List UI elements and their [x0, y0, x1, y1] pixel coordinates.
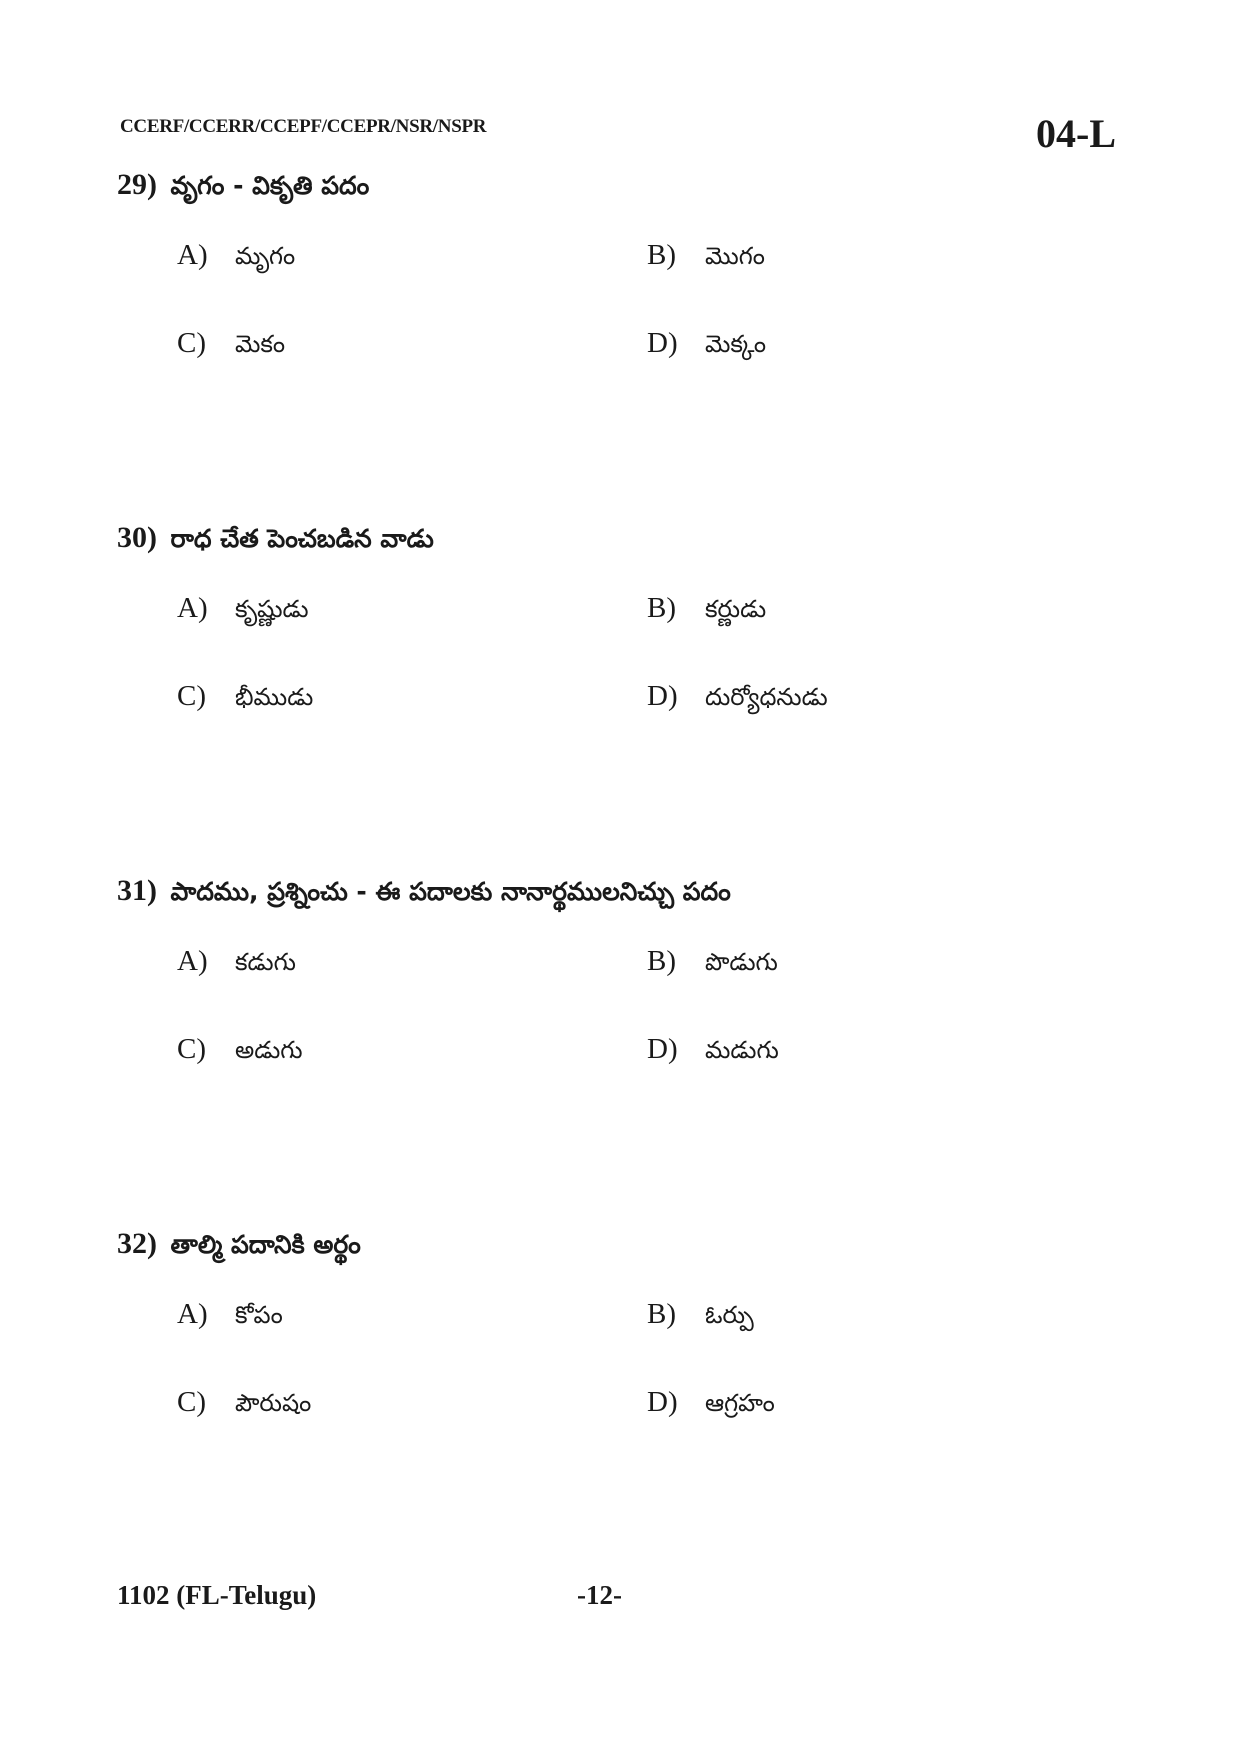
option-text: మెక్కం — [705, 330, 767, 358]
option-a — [177, 235, 295, 276]
option-text: కర్ణుడు — [705, 595, 767, 623]
question-text: పాదము, ప్రశ్నించు - ఈ పదాలకు నానార్థములనిచ్చు పదం — [170, 877, 731, 906]
option-b — [647, 941, 778, 982]
option-letter: C) — [177, 1033, 206, 1065]
option-text: కోపం — [235, 1301, 283, 1329]
option-letter: A) — [177, 592, 208, 624]
option-c — [177, 1029, 303, 1070]
option-text: దుర్యోధనుడు — [705, 683, 828, 711]
paper-code: 1102 (FL-Telugu) — [117, 1580, 317, 1610]
question-31 — [117, 871, 1117, 1065]
question-30 — [117, 518, 1117, 712]
question-number: 31) — [117, 874, 157, 907]
option-text: ఓర్పు — [705, 1301, 754, 1329]
option-letter: A) — [177, 945, 208, 977]
option-d — [647, 323, 766, 364]
option-a — [177, 941, 296, 982]
question-stem — [117, 165, 1117, 206]
option-text: అడుగు — [235, 1036, 303, 1064]
question-29 — [117, 165, 1117, 359]
option-d — [647, 676, 828, 717]
option-letter: C) — [177, 680, 206, 712]
question-number: 32) — [117, 1227, 157, 1260]
option-letter: A) — [177, 1298, 208, 1330]
option-b — [647, 235, 765, 276]
series-code: CCERF/CCERR/CCEPF/CCEPR/NSR/NSPR — [120, 116, 487, 137]
question-stem — [117, 871, 1117, 912]
option-a — [177, 1294, 283, 1335]
question-32 — [117, 1224, 1117, 1418]
option-letter: C) — [177, 327, 206, 359]
option-a — [177, 588, 309, 629]
option-text: కడుగు — [235, 948, 296, 976]
question-stem — [117, 1224, 1117, 1265]
option-text: కృష్ణుడు — [235, 595, 309, 623]
option-c — [177, 323, 285, 364]
option-letter: D) — [647, 327, 678, 359]
set-code: 04-L — [1036, 111, 1116, 156]
option-text: పొడుగు — [705, 948, 778, 976]
option-c — [177, 676, 313, 717]
option-d — [647, 1382, 775, 1423]
option-letter: B) — [647, 945, 676, 977]
option-text: భీముడు — [235, 683, 314, 711]
page-number: -12- — [577, 1580, 622, 1610]
question-stem — [117, 518, 1117, 559]
option-text: మడుగు — [705, 1036, 779, 1064]
option-d — [647, 1029, 779, 1070]
question-number: 29) — [117, 168, 157, 201]
question-number: 30) — [117, 521, 157, 554]
option-letter: B) — [647, 1298, 676, 1330]
option-letter: D) — [647, 1386, 678, 1418]
option-letter: D) — [647, 1033, 678, 1065]
option-b — [647, 588, 766, 629]
option-c — [177, 1382, 311, 1423]
question-text: రాధ చేత పెంచబడిన వాడు — [170, 524, 434, 553]
option-text: మృగం — [235, 242, 296, 270]
question-text: తాల్మి పదానికి అర్థం — [170, 1230, 361, 1259]
option-letter: C) — [177, 1386, 206, 1418]
option-letter: B) — [647, 592, 676, 624]
option-text: పౌరుషం — [235, 1389, 312, 1417]
option-text: ఆగ్రహం — [705, 1389, 775, 1417]
question-text: వృగం - వికృతి పదం — [170, 171, 370, 200]
option-letter: B) — [647, 239, 676, 271]
option-text: మెకం — [235, 330, 286, 358]
option-letter: A) — [177, 239, 208, 271]
option-text: మొగం — [705, 242, 765, 270]
option-b — [647, 1294, 754, 1335]
option-letter: D) — [647, 680, 678, 712]
